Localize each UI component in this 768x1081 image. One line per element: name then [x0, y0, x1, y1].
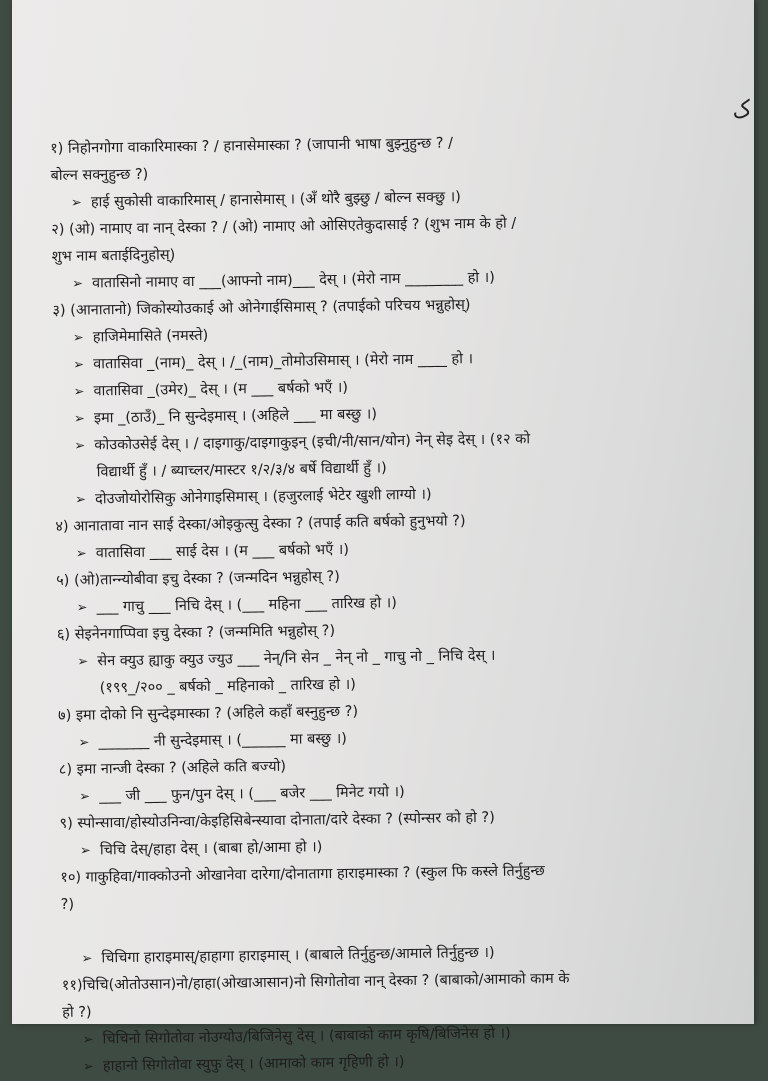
question-line: हो ?)	[62, 1004, 92, 1021]
arrow-bullet-icon: ➢	[73, 357, 85, 373]
arrow-bullet-icon: ➢	[73, 411, 85, 427]
arrow-bullet-icon: ➢	[82, 1059, 95, 1075]
arrow-bullet-icon: ➢	[79, 789, 91, 805]
answer-text: चिचि देस्/हाहा देस् । (बाबा हो/आमा हो ।)	[99, 839, 323, 859]
arrow-bullet-icon: ➢	[78, 735, 90, 751]
answer-text: ___ गाचु ___ निचि देस् । (___ महिना ___ तारिख हो ।)	[96, 595, 398, 616]
question-line: १) निहोनगोगा वाकारिमास्का ? / हानासेमास्का ? (जापानी भाषा बुझ्नुहुन्छ ? /	[50, 135, 454, 157]
answer-text: चिचिगा हाराइमास्/हाहागा हाराइमास् । (बाबाले तिर्नुहुन्छ/आमाले तिर्नुहुन्छ ।)	[101, 944, 495, 967]
arrow-bullet-icon: ➢	[82, 1032, 94, 1048]
answer-text: इमा _(ठाउँ)_ नि सुन्देइमास् । (अहिले ___ मा बस्छु ।)	[93, 406, 378, 427]
arrow-bullet-icon: ➢	[81, 951, 93, 967]
document-body	[50, 126, 763, 1081]
answer-text: हाई सुकोसी वाकारिमास् / हानासेमास् । (अँ थोरै बुझ्छु / बोल्न सक्छु ।)	[90, 189, 461, 211]
arrow-bullet-icon: ➢	[79, 843, 91, 859]
paper-sheet	[12, 0, 755, 1075]
arrow-bullet-icon: ➢	[75, 546, 87, 562]
question-line: बोल्न सक्नुहुन्छ ?)	[50, 166, 149, 184]
answer-text: सेन क्युउ ह्याकु क्युउ ज्युउ ___ नेन्/नि सेन _ नेन् नो _ गाचु नो _ निचि देस् ।	[97, 647, 496, 670]
corner-mark: ک	[729, 96, 755, 125]
answer-text: _______ नी सुन्देइमास् । (______ मा बस्छु ।)	[98, 730, 348, 751]
question-line: १०) गाकुहिवा/गाक्कोउनो ओखानेवा दारेगा/दोनातागा हाराइमास्का ? (स्कुल फि कस्ले तिर्नुहुन्छ	[60, 863, 545, 886]
answer-text: वातासिवा _(नाम)_ देस् । /_(नाम)_तोमोउसिमास् । (मेरो नाम ____ हो ।	[93, 351, 474, 373]
answer-text: दोउजोयोरोसिकु ओनेगाइसिमास् । (हजुरलाई भेटेर खुशी लाग्यो ।)	[94, 486, 432, 508]
arrow-bullet-icon: ➢	[70, 195, 82, 211]
arrow-bullet-icon: ➢	[71, 276, 84, 292]
answer-text: हाजिमेमासिते (नमस्ते)	[92, 327, 209, 346]
question-line: ५) (ओ)तान्न्योबीवा इचु देस्का ? (जन्मदिन भन्नुहोस् ?)	[56, 568, 340, 589]
arrow-bullet-icon: ➢	[74, 492, 87, 508]
answer-text: चिचिनो सिगोतोवा नोउग्योउ/बिजिनेसु देस् । (बाबाको काम कृषि/बिजिनेस हो ।)	[102, 1025, 511, 1048]
question-line: शुभ नाम बताईदिनुहोस्)	[51, 247, 176, 265]
answer-text: वातासिवा _(उमेर)_ देस् । (म ___ बर्षको भएँ ।)	[93, 379, 349, 400]
answer-text: हाहानो सिगोतोवा स्युफु देस् । (आमाको काम गृहिणी हो ।)	[102, 1054, 405, 1075]
question-line: ६) सेइनेनगाप्पिवा इचु देस्का ? (जन्ममिति भन्नुहोस् ?)	[56, 623, 336, 643]
question-line: २) (ओ) नामाए वा नान् देस्का ? / (ओ) नामाए ओ ओसिएतेकुदासाई ? (शुभ नाम के हो /	[51, 215, 517, 238]
arrow-bullet-icon: ➢	[74, 438, 86, 454]
question-line: ७) इमा दोको नि सुन्देइमास्का ? (अहिले कहाँ बस्नुहुन्छ ?)	[57, 703, 359, 724]
arrow-bullet-icon: ➢	[77, 654, 89, 670]
question-line: ११)चिचि(ओतोउसान)नो/हाहा(ओखाआसान)नो सिगोतोवा नान् देस्का ? (बाबाको/आमाको काम के	[61, 970, 570, 994]
answer-text: कोउकोउसेई देस् । / दाइगाकु/दाइगाकुइन् (इची/नी/सान/योन) नेन् सेइ देस् । (१२ को	[94, 431, 531, 454]
answer-text: वातासिनो नामाए वा ___(आफ्नो नाम)___ देस् । (मेरो नाम ________ हो ।)	[91, 269, 495, 292]
answer-continuation: (१९९_/२०० _ बर्षको _ महिनाको _ तारिख हो ।)	[99, 676, 357, 697]
question-line: ३) (आनातानो) जिकोस्योउकाई ओ ओनेगाईसिमास् ? (तपाईको परिचय भन्नुहोस्)	[52, 297, 471, 319]
arrow-bullet-icon: ➢	[73, 384, 85, 400]
arrow-bullet-icon: ➢	[72, 330, 84, 346]
question-line: ९) स्पोन्सावा/होस्योउनिन्वा/केइहिसिबेन्स्यावा दोनाता/दारे देस्का ? (स्पोन्सर को हो ?)	[59, 809, 495, 832]
answer-continuation: विद्यार्थी हुँ । / ब्याच्लर/मास्टर १/२/३/४ बर्षे विद्यार्थी हुँ ।)	[96, 460, 387, 481]
question-line: ४) आनातावा नान साई देस्का/ओइकुत्सु देस्का ? (तपाई कति बर्षको हुनुभयो ?)	[55, 513, 466, 535]
arrow-bullet-icon: ➢	[76, 600, 88, 616]
answer-text: ___ जी ___ फुन/पुन देस् । (___ बजेर ___ मिनेट गयो ।)	[99, 784, 405, 805]
question-line: ?)	[60, 896, 75, 913]
answer-text: वातासिवा ___ साई देस । (म ___ बर्षको भएँ ।)	[95, 541, 350, 562]
question-line: ८) इमा नान्जी देस्का ? (अहिले कति बज्यो)	[58, 758, 287, 778]
